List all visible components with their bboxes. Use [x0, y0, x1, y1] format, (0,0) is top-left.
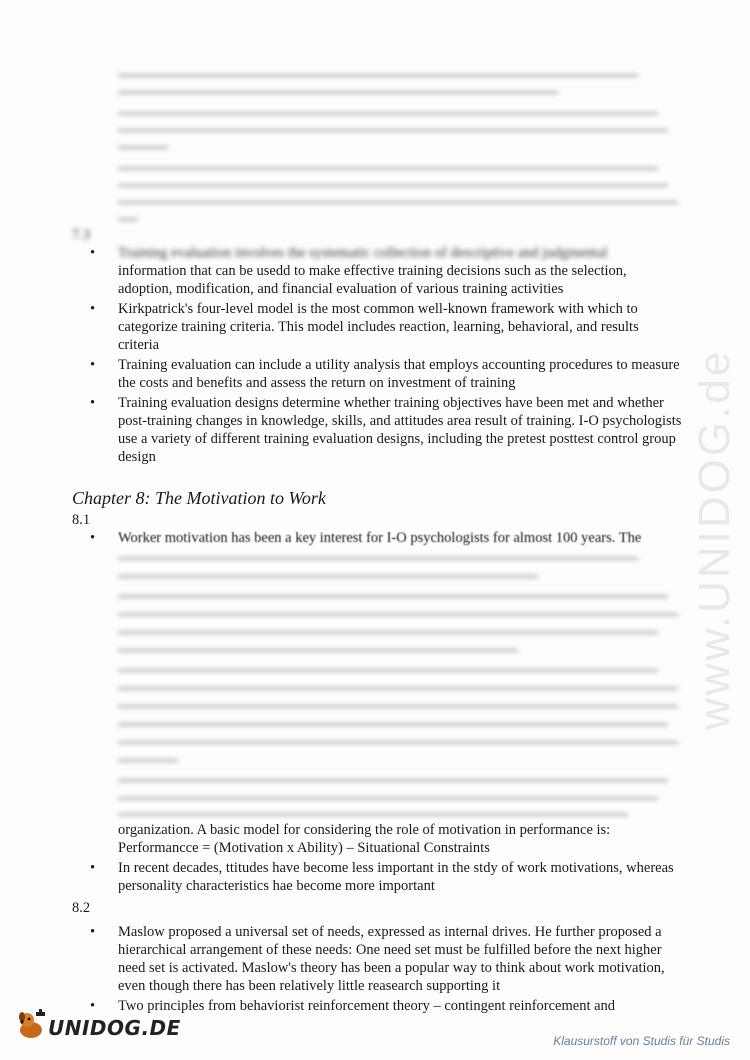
list-item [72, 244, 682, 298]
list-item [72, 300, 682, 354]
bullet-icon: • [90, 245, 96, 261]
bullet-icon: • [90, 998, 96, 1014]
bullet-icon: • [90, 924, 96, 940]
section-number-8-1: 8.1 [72, 512, 91, 528]
list-item [72, 356, 682, 392]
bullet-icon: • [90, 395, 96, 411]
bullet-icon: • [90, 301, 96, 317]
section-8-1-list [72, 529, 682, 547]
footer-logo [14, 1008, 181, 1047]
section-8-1-list-continued [72, 821, 682, 895]
bullet-icon: • [90, 530, 96, 546]
list-item [72, 923, 682, 995]
list-item-text: In recent decades, ttitudes have become less important in the stdy of work motivations, whereas personality characteristics hae become more important [118, 860, 674, 894]
bullet-icon: • [90, 860, 96, 876]
list-item [72, 859, 682, 895]
list-item-text: Kirkpatrick's four-level model is the most common well-known framework with which to categorize training criteria. This model includes reaction, learning, behavioral, and results criteria [118, 301, 639, 353]
list-item [72, 821, 682, 857]
blurred-line: Training evaluation involves the systematic collection of descriptive and judgmental [118, 245, 608, 261]
blurred-preview-middle [72, 549, 682, 819]
section-number-8-2: 8.2 [72, 900, 91, 916]
chapter-heading: Chapter 8: The Motivation to Work [72, 488, 326, 508]
section-7-3-list [72, 244, 682, 466]
list-item-text: Two principles from behaviorist reinforcement theory – contingent reinforcement and [118, 998, 616, 1014]
list-item-text: Maslow proposed a universal set of needs, expressed as internal drives. He further proposed a hierarchical arrangement of these needs: One need set must be fulfilled before the next higher need set is activated. Maslow's theory has been a popular way to think about work motivation, even though there has been relatively little reasearch supporting it [118, 924, 665, 994]
section-number-7-3: 7.3 [72, 227, 91, 243]
list-item [72, 394, 682, 466]
watermark-text: www.UNIDOG.de [690, 348, 739, 730]
dog-logo-icon [14, 1008, 48, 1047]
list-item [72, 529, 682, 547]
section-8-2-list [72, 923, 682, 1015]
list-item-text: Training evaluation designs determine whether training objectives have been met and whether post-training changes in knowledge, skills, and attitudes area result of training. I-O psychologists use a variety of different training evaluation designs, including the pretest posttest control group design [118, 395, 682, 465]
list-item-text: information that can be usedd to make effective training decisions such as the selection, adoption, modification, and financial evaluation of various training activities [118, 263, 627, 297]
bullet-icon: • [90, 357, 96, 373]
list-item-text: Training evaluation can include a utility analysis that employs accounting procedures to measure the costs and benefits and assess the return on investment of training [118, 357, 680, 391]
logo-text: UNIDOG.DE [48, 1015, 181, 1040]
document-body [72, 66, 682, 1017]
footer-tagline: Klausurstoff von Studis für Studis [553, 1034, 730, 1048]
list-item-text: organization. A basic model for considering the role of motivation in performance is: Performancce = (Motivation x Ability) – Situational Constraints [118, 822, 611, 856]
blurred-preview-top [72, 66, 682, 230]
list-item-text-partial: Worker motivation has been a key interest for I-O psychologists for almost 100 years. The [118, 530, 642, 546]
